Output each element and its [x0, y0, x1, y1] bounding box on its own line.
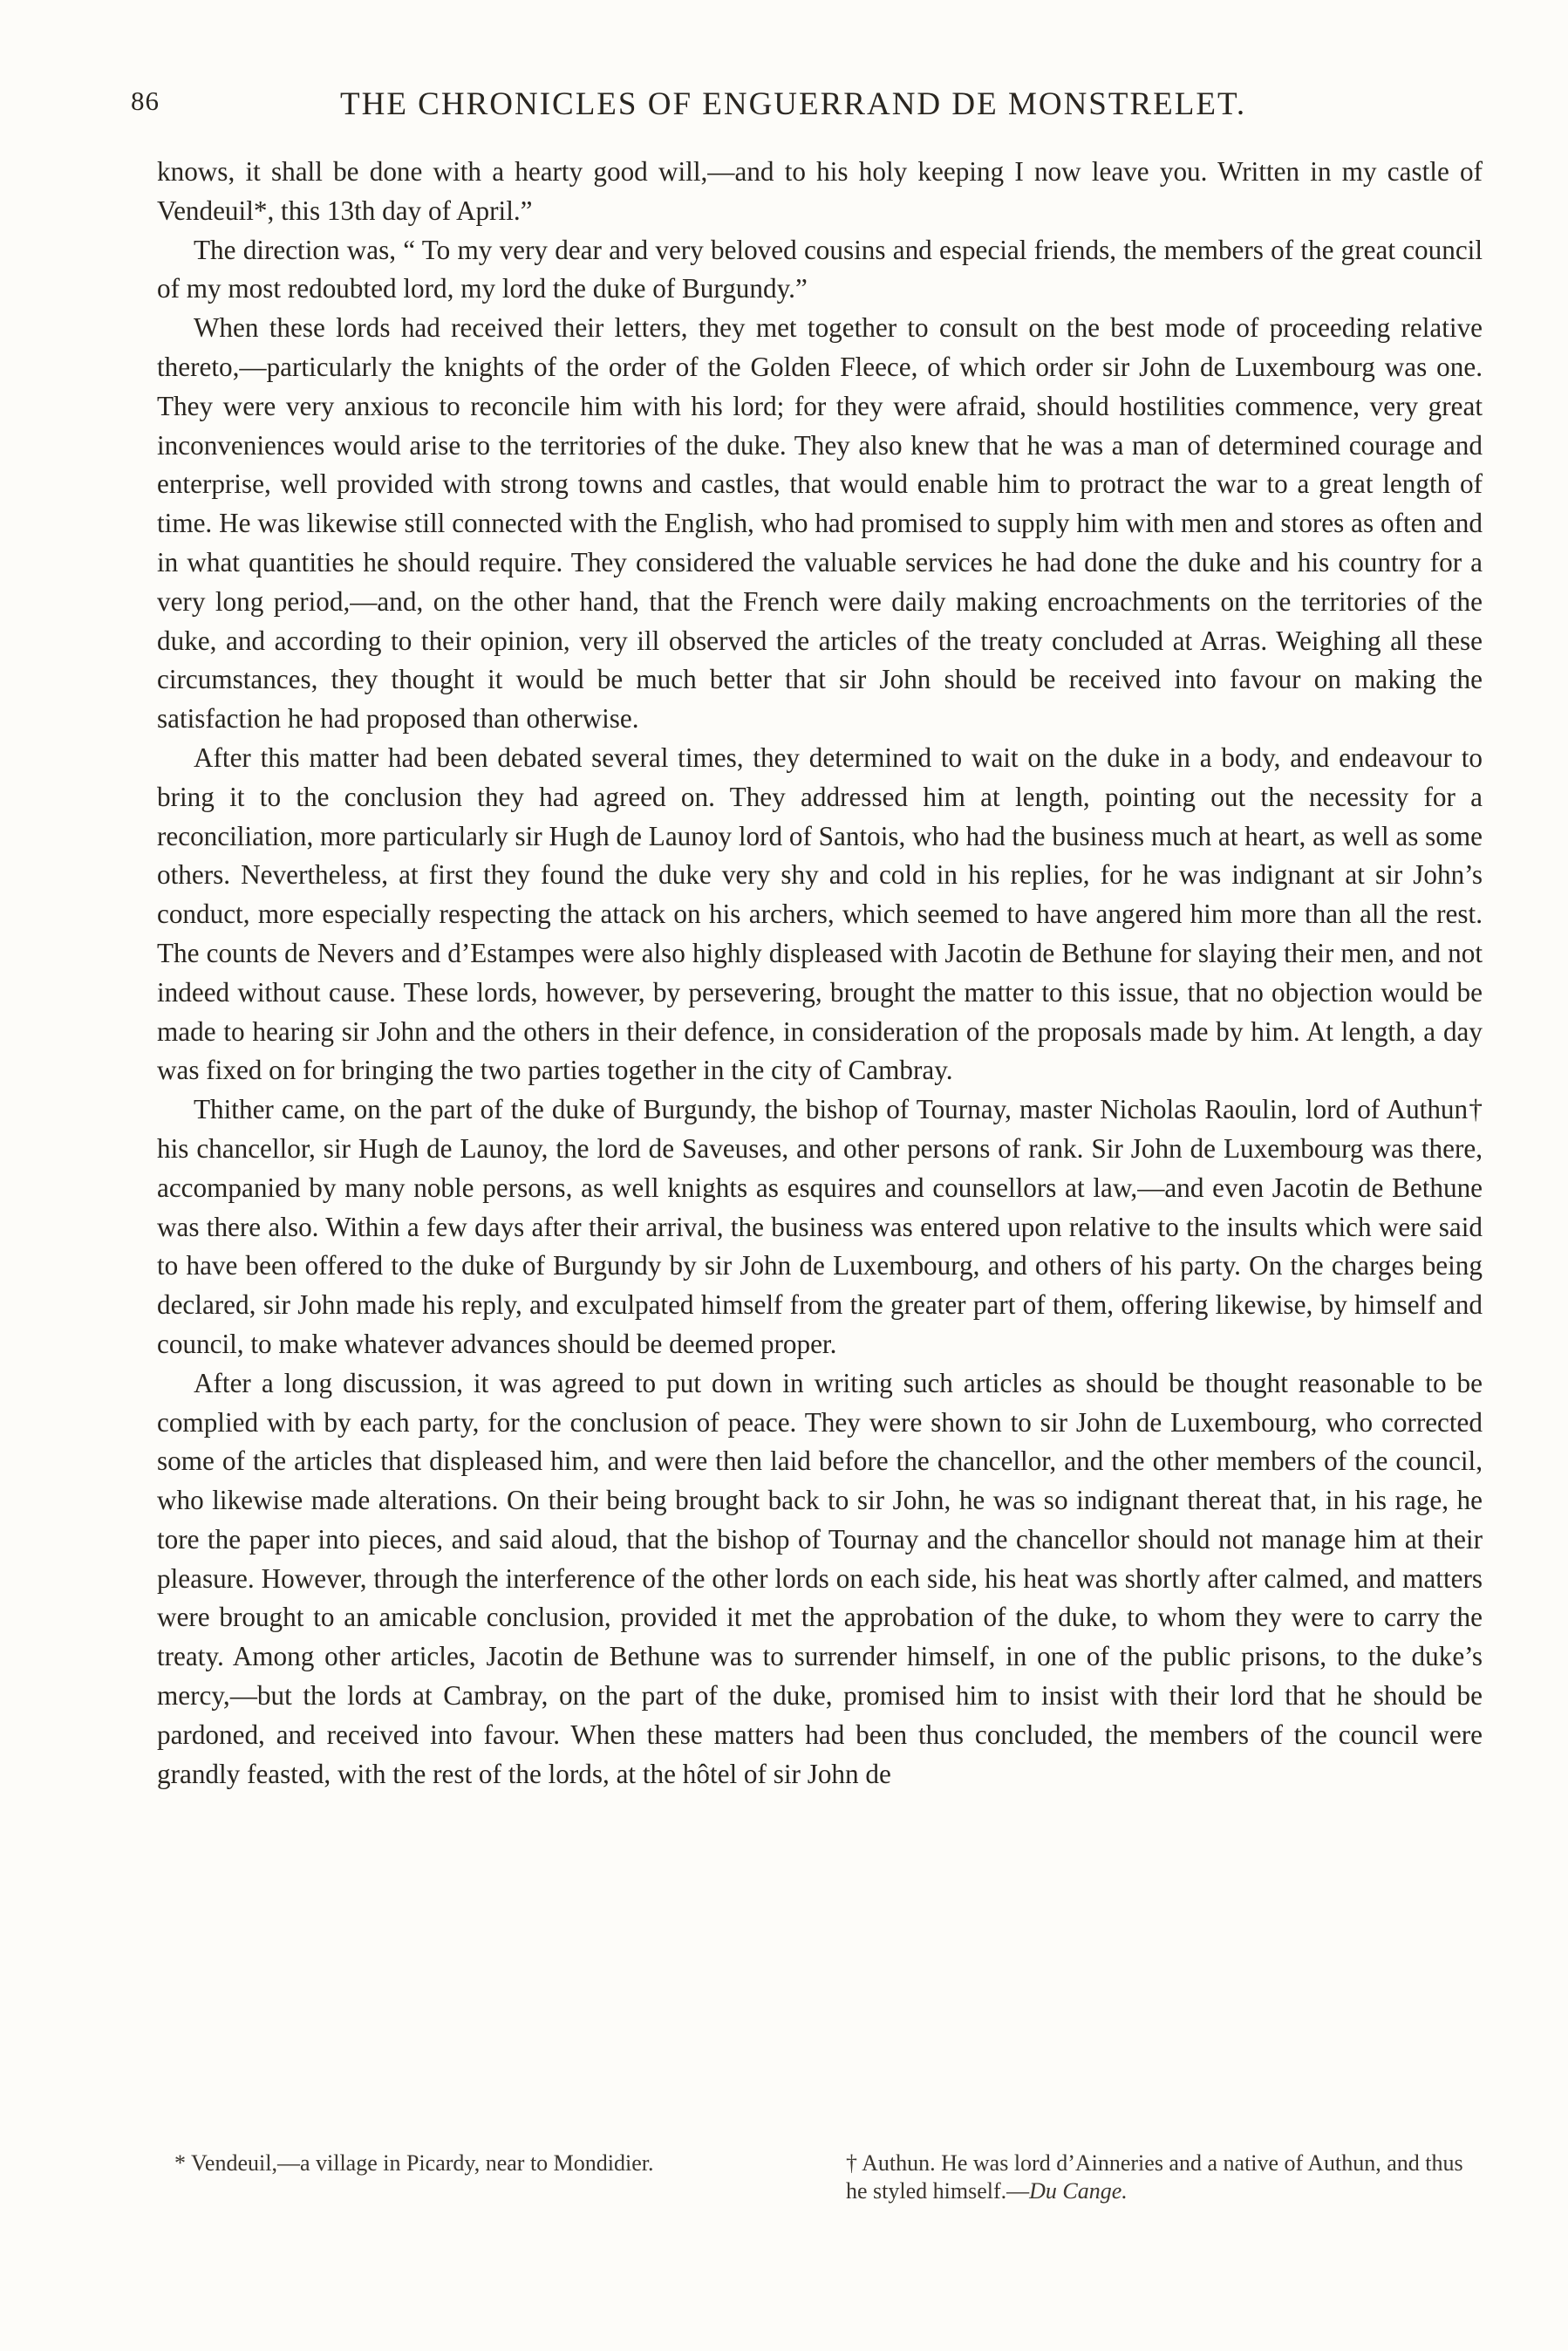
- running-title: THE CHRONICLES OF ENGUERRAND DE MONSTRELET.: [340, 86, 1247, 122]
- page-header: [131, 85, 1465, 129]
- paragraph: After this matter had been debated several times, they determined to wait on the duke in a body, and endeavour to bring it to the conclusion they had agreed on. They addressed him at length, pointing out the necessity for a reconciliation, more particularly sir Hugh de Launoy lord of Santois, who had the business much at heart, as well as some others. Nevertheless, at first they found the duke very shy and cold in his replies, for he was indignant at sir John’s conduct, more especially respecting the attack on his archers, which seemed to have angered him more than all the rest. The counts de Nevers and d’Estampes were also highly displeased with Jacotin de Bethune for slaying their men, and not indeed without cause. These lords, however, by persevering, brought the matter to this issue, that no objection would be made to hearing sir John and the others in their defence, in consideration of the proposals made by him. At length, a day was fixed on for bringing the two parties together in the city of Cambray.: [157, 742, 1483, 1086]
- paragraph: After a long discussion, it was agreed to put down in writing such articles as should be thought reasonable to be complied with by each party, for the conclusion of peace. They were shown to sir John de Luxembourg, who corrected some of the articles that displeased him, and were then laid before the chancellor, and the other members of the council, who likewise made alterations. On their being brought back to sir John, he was so indignant thereat that, in his rage, he tore the paper into pieces, and said aloud, that the bishop of Tournay and the chancellor should not manage him at their pleasure. However, through the interference of the other lords on each side, his heat was shortly after calmed, and matters were brought to an amicable conclusion, provided it met the approbation of the duke, to whom they were to carry the treaty. Among other articles, Jacotin de Bethune was to surrender himself, in one of the public prisons, to the duke’s mercy,—but the lords at Cambray, on the part of the duke, promised him to insist with their lord that he should be pardoned, and received into favour. When these matters had been thus concluded, the members of the council were grandly feasted, with the rest of the lords, at the hôtel of sir John de: [157, 1367, 1483, 1789]
- body-text: [157, 153, 1483, 1794]
- paragraph: Thither came, on the part of the duke of Burgundy, the bishop of Tournay, master Nicholas Raoulin, lord of Authun† his chancellor, sir Hugh de Launoy, the lord de Saveuses, and other persons of rank. Sir John de Luxembourg was there, accompanied by many noble persons, as well knights as esquires and counsellors at law,—and even Jacotin de Bethune was there also. Within a few days after their arrival, the business was entered upon relative to the insults which were said to have been offered to the duke of Burgundy by sir John de Luxembourg, and others of his party. On the charges being declared, sir John made his reply, and exculpated himself from the greater part of them, offering likewise, by himself and council, to make whatever advances should be deemed proper.: [157, 1094, 1483, 1359]
- footnote-vendeuil: * Vendeuil,—a village in Picardy, near to Mondidier.: [174, 2150, 654, 2176]
- paragraph: When these lords had received their letters, they met together to consult on the best mode of proceeding relative thereto,—particularly the knights of the order of the Golden Fleece, of which order sir John de Luxembourg was one. They were very anxious to reconcile him with his lord; for they were afraid, should hostilities commence, very great inconveniences would arise to the territories of the duke. They also knew that he was a man of determined courage and enterprise, well provided with strong towns and castles, that would enable him to protract the war to a great length of time. He was likewise still connected with the English, who had promised to supply him with men and stores as often and in what quantities he should require. They considered the valuable services he had done the duke and his country for a very long period,—and, on the other hand, that the French were daily making encroachments on the territories of the duke, and according to their opinion, very ill observed the articles of the treaty concluded at Arras. Weighing all these circumstances, they thought it would be much better that sir John should be received into favour on making the satisfaction he had proposed than otherwise.: [157, 312, 1483, 735]
- footnote-citation: Du Cange.: [1029, 2178, 1128, 2204]
- paragraph: knows, it shall be done with a hearty good will,—and to his holy keeping I now leave you. Written in my castle of Vendeuil*, this 13th day of April.”: [157, 156, 1483, 226]
- footnote-authun-text: † Authun. He was lord d’Ainneries and a native of Authun, and thus he styled himself.—: [846, 2150, 1463, 2204]
- paragraph: The direction was, “ To my very dear and very beloved cousins and especial friends, the members of the great council of my most redoubted lord, my lord the duke of Burgundy.”: [157, 234, 1483, 304]
- footnote-authun: [846, 2149, 1474, 2205]
- page-number: 86: [131, 85, 160, 116]
